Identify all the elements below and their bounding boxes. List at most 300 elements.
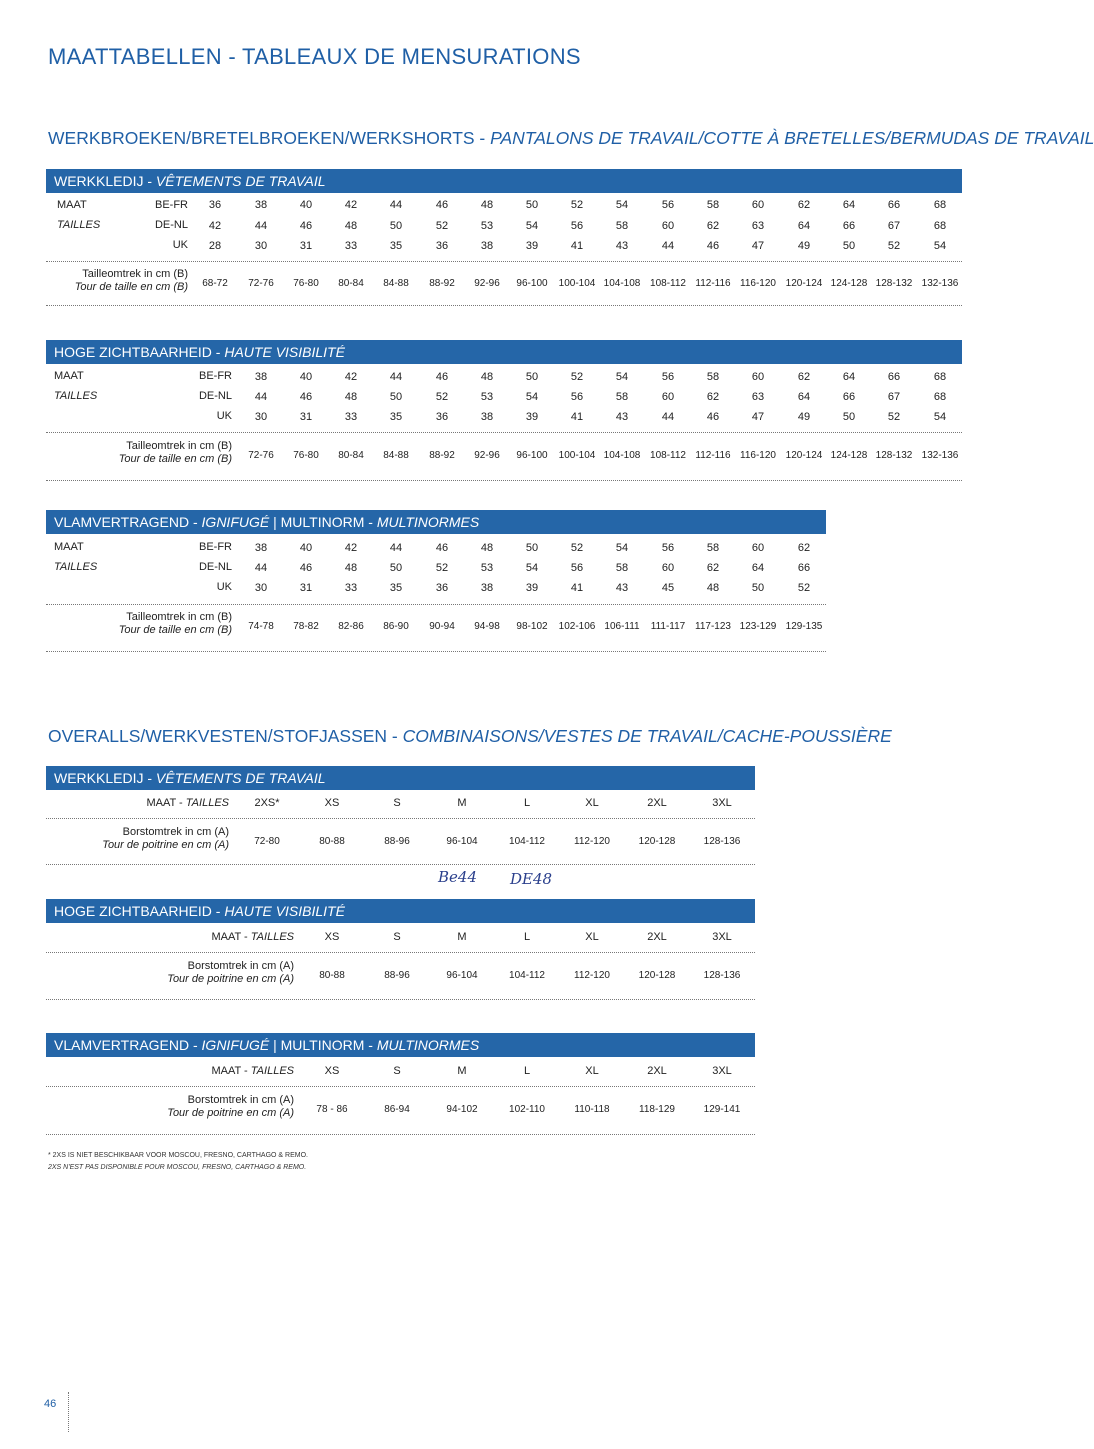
size-cell: 66 [887, 199, 901, 211]
size-cell: 28 [208, 240, 222, 252]
chest-label [59, 826, 229, 852]
waist-cell: 88-92 [429, 450, 455, 461]
size-cell: 58 [706, 199, 720, 211]
table-header-bar [46, 1033, 755, 1057]
size-cell: 58 [615, 220, 629, 232]
size-cell: 30 [254, 240, 268, 252]
row-divider [46, 261, 962, 262]
size-cell: 54 [615, 542, 629, 554]
waist-label [72, 440, 232, 466]
waist-label-fr: Tour de taille en cm (B) [74, 281, 188, 293]
size-cell: 63 [751, 391, 765, 403]
size-cell: 2XL [647, 797, 667, 809]
waist-cell: 88-92 [429, 278, 455, 289]
table-header-header-fr: HAUTE VISIBILITÉ [224, 903, 345, 919]
size-cell: 44 [389, 199, 403, 211]
size-cell: 62 [797, 542, 811, 554]
size-cell: 58 [615, 391, 629, 403]
size-cell: 53 [480, 391, 494, 403]
size-cell: 39 [525, 411, 539, 423]
size-cell: M [457, 931, 467, 943]
waist-cell: 112-116 [695, 450, 731, 461]
size-cell: 68 [933, 220, 947, 232]
size-cell: 50 [525, 542, 539, 554]
chest-cell: 86-94 [384, 1104, 410, 1115]
chest-cell: 88-96 [384, 836, 410, 847]
size-cell: 64 [842, 199, 856, 211]
size-cell: 50 [525, 199, 539, 211]
chest-label-fr: Tour de poitrine en cm (A) [167, 1107, 294, 1119]
waist-label-nl: Tailleomtrek in cm (B) [82, 268, 188, 280]
size-system-label: UK [216, 581, 232, 593]
row-divider [46, 1086, 755, 1087]
chest-label [124, 1094, 294, 1120]
size-cell: 47 [751, 411, 765, 423]
size-cell: 50 [842, 411, 856, 423]
size-cell: 3XL [712, 797, 732, 809]
waist-cell: 74-78 [248, 621, 274, 632]
waist-cell: 132-136 [921, 450, 959, 461]
size-cell: 68 [933, 371, 947, 383]
size-cell: 2XS* [254, 797, 280, 809]
table-header-header-nl2: MULTINORM - [280, 1037, 377, 1053]
size-cell: M [457, 797, 467, 809]
size-cell: 46 [299, 562, 313, 574]
size-system-label: UK [172, 239, 188, 251]
table-header-header-fr2: MULTINORMES [376, 514, 480, 530]
size-cell: 62 [706, 220, 720, 232]
chest-cell: 129-141 [703, 1104, 741, 1115]
waist-cell: 82-86 [338, 621, 364, 632]
size-cell: 41 [570, 411, 584, 423]
size-cell: 38 [480, 411, 494, 423]
chest-cell: 112-120 [574, 970, 610, 981]
size-cell: 2XL [647, 931, 667, 943]
size-cell: 58 [615, 562, 629, 574]
size-label-maat: MAAT [54, 370, 84, 382]
size-label-fr: TAILLES [250, 1065, 294, 1077]
chest-cell: 104-112 [509, 970, 545, 981]
size-cell: 48 [706, 582, 720, 594]
waist-cell: 72-76 [248, 450, 274, 461]
chest-cell: 88-96 [384, 970, 410, 981]
size-cell: 46 [435, 199, 449, 211]
size-cell: 63 [751, 220, 765, 232]
waist-cell: 108-112 [650, 450, 686, 461]
size-system-label: DE-NL [154, 219, 188, 231]
size-cell: 56 [570, 220, 584, 232]
size-cell: 38 [254, 371, 268, 383]
size-cell: 52 [435, 391, 449, 403]
chest-cell: 112-120 [574, 836, 610, 847]
size-cell: 62 [797, 199, 811, 211]
size-cell: 54 [525, 391, 539, 403]
waist-cell: 108-112 [650, 278, 686, 289]
chest-cell: 128-136 [703, 836, 741, 847]
chest-cell: 102-110 [509, 1104, 545, 1115]
table-header-header-nl: VLAMVERTRAGEND - [54, 514, 202, 530]
row-divider [46, 952, 755, 953]
waist-cell: 106-111 [604, 621, 640, 632]
size-cell: 33 [344, 411, 358, 423]
size-system-label: DE-NL [198, 390, 232, 402]
table-header-header-nl: HOGE ZICHTBAARHEID - [54, 344, 225, 360]
size-cell: 48 [344, 220, 358, 232]
size-cell: 46 [435, 371, 449, 383]
size-cell: 36 [435, 240, 449, 252]
size-cell: 64 [797, 391, 811, 403]
size-label-maat: MAAT [57, 199, 87, 211]
size-cell: 41 [570, 240, 584, 252]
size-cell: 60 [661, 391, 675, 403]
size-cell: XL [585, 1065, 599, 1077]
size-cell: 56 [570, 391, 584, 403]
size-cell: 46 [435, 542, 449, 554]
table-header-header-nl: HOGE ZICHTBAARHEID - [54, 903, 225, 919]
size-cell: 54 [525, 220, 539, 232]
size-cell: 66 [797, 562, 811, 574]
size-cell: 46 [706, 240, 720, 252]
chest-cell: 80-88 [319, 970, 345, 981]
size-cell: 68 [933, 391, 947, 403]
size-cell: 30 [254, 582, 268, 594]
size-cell: 42 [344, 199, 358, 211]
chest-cell: 118-129 [639, 1104, 675, 1115]
section-title-trousers [48, 128, 1094, 149]
waist-cell: 112-116 [695, 278, 731, 289]
waist-cell: 100-104 [558, 450, 596, 461]
chest-label-fr: Tour de poitrine en cm (A) [102, 839, 229, 851]
size-label-nl: MAAT - [211, 1065, 251, 1077]
waist-cell: 86-90 [383, 621, 409, 632]
size-label-tailles: TAILLES [54, 390, 98, 402]
size-label-fr: TAILLES [250, 931, 294, 943]
size-cell: 64 [751, 562, 765, 574]
table-header-header-nl2: MULTINORM - [280, 514, 377, 530]
size-cell: 52 [887, 240, 901, 252]
size-label-tailles: TAILLES [57, 219, 101, 231]
waist-cell: 80-84 [338, 278, 364, 289]
size-cell: 52 [887, 411, 901, 423]
size-cell: 40 [299, 542, 313, 554]
size-cell: 33 [344, 240, 358, 252]
size-cell: S [393, 931, 401, 943]
table-header-header-sep: | [269, 514, 281, 530]
page-number: 46 [44, 1398, 57, 1410]
size-cell: 52 [435, 562, 449, 574]
size-cell: 36 [435, 582, 449, 594]
size-cell: XS [324, 931, 340, 943]
chest-cell: 72-80 [254, 836, 280, 847]
size-cell: 43 [615, 411, 629, 423]
size-cell: 42 [344, 371, 358, 383]
size-cell: 44 [254, 220, 268, 232]
waist-cell: 68-72 [202, 278, 228, 289]
waist-cell: 100-104 [558, 278, 596, 289]
table-header-header-fr2: MULTINORMES [376, 1037, 480, 1053]
size-label-maat: MAAT [54, 541, 84, 553]
size-cell: 49 [797, 240, 811, 252]
size-cell: 53 [480, 562, 494, 574]
size-cell: L [523, 1065, 531, 1077]
waist-label-nl: Tailleomtrek in cm (B) [126, 611, 232, 623]
size-cell: 50 [389, 391, 403, 403]
size-cell: 56 [661, 542, 675, 554]
chest-label-nl: Borstomtrek in cm (A) [187, 960, 294, 972]
waist-cell: 80-84 [338, 450, 364, 461]
size-system-label: DE-NL [198, 561, 232, 573]
size-cell: XS [324, 797, 340, 809]
size-cell: 67 [887, 391, 901, 403]
row-divider [46, 864, 755, 865]
size-label [134, 1065, 294, 1077]
table-header-header-fr: VÊTEMENTS DE TRAVAIL [155, 173, 326, 189]
size-cell: 56 [661, 371, 675, 383]
waist-cell: 72-76 [248, 278, 274, 289]
size-cell: 60 [751, 199, 765, 211]
size-cell: 3XL [712, 1065, 732, 1077]
size-cell: 44 [661, 411, 675, 423]
size-cell: 44 [254, 391, 268, 403]
size-cell: 41 [570, 582, 584, 594]
table-header-header-fr: VÊTEMENTS DE TRAVAIL [155, 770, 326, 786]
size-cell: 53 [480, 220, 494, 232]
waist-cell: 78-82 [293, 621, 319, 632]
row-divider [46, 480, 962, 481]
chest-cell: 94-102 [446, 1104, 478, 1115]
size-cell: 54 [525, 562, 539, 574]
waist-cell: 116-120 [740, 450, 776, 461]
size-cell: XS [324, 1065, 340, 1077]
waist-cell: 76-80 [293, 278, 319, 289]
table-header-header-nl: WERKKLEDIJ - [54, 770, 156, 786]
row-divider [46, 305, 962, 306]
size-cell: L [523, 931, 531, 943]
size-cell: 48 [480, 199, 494, 211]
chest-cell: 120-128 [638, 970, 676, 981]
waist-label-fr: Tour de taille en cm (B) [118, 624, 232, 636]
row-divider [46, 818, 755, 819]
chest-cell: 96-104 [446, 970, 478, 981]
waist-label-nl: Tailleomtrek in cm (B) [126, 440, 232, 452]
table-header-bar [46, 169, 962, 193]
size-cell: 40 [299, 371, 313, 383]
waist-cell: 123-129 [739, 621, 777, 632]
size-cell: L [523, 797, 531, 809]
size-cell: 31 [299, 240, 313, 252]
size-cell: 64 [842, 371, 856, 383]
waist-cell: 76-80 [293, 450, 319, 461]
size-cell: 54 [933, 411, 947, 423]
size-cell: 62 [706, 391, 720, 403]
waist-label [72, 611, 232, 637]
waist-cell: 102-106 [558, 621, 596, 632]
size-cell: 60 [751, 371, 765, 383]
size-cell: 43 [615, 582, 629, 594]
chest-label [124, 960, 294, 986]
size-cell: 50 [751, 582, 765, 594]
waist-cell: 116-120 [740, 278, 776, 289]
size-cell: 31 [299, 582, 313, 594]
size-cell: 52 [797, 582, 811, 594]
size-cell: 38 [480, 582, 494, 594]
size-cell: 52 [570, 542, 584, 554]
size-cell: 35 [389, 582, 403, 594]
size-cell: XL [585, 931, 599, 943]
handwritten-note-be: Be44 [438, 868, 477, 886]
size-cell: 56 [661, 199, 675, 211]
chest-label-nl: Borstomtrek in cm (A) [187, 1094, 294, 1106]
row-divider [46, 432, 962, 433]
size-cell: S [393, 1065, 401, 1077]
size-cell: 54 [933, 240, 947, 252]
waist-cell: 104-108 [603, 278, 641, 289]
size-cell: 49 [797, 411, 811, 423]
size-cell: 38 [480, 240, 494, 252]
size-cell: 46 [299, 220, 313, 232]
size-cell: 60 [661, 562, 675, 574]
size-cell: 52 [435, 220, 449, 232]
size-label [69, 797, 229, 809]
size-cell: 47 [751, 240, 765, 252]
size-cell: 39 [525, 582, 539, 594]
chest-cell: 80-88 [319, 836, 345, 847]
size-cell: 50 [842, 240, 856, 252]
size-system-label: BE-FR [199, 370, 232, 382]
chest-cell: 128-136 [703, 970, 741, 981]
size-cell: S [393, 797, 401, 809]
size-cell: 54 [615, 371, 629, 383]
row-divider [46, 1134, 755, 1135]
size-cell: 44 [389, 371, 403, 383]
waist-cell: 84-88 [383, 278, 409, 289]
handwritten-note-de: DE48 [510, 870, 553, 888]
size-cell: 39 [525, 240, 539, 252]
size-cell: 33 [344, 582, 358, 594]
chest-label-nl: Borstomtrek in cm (A) [122, 826, 229, 838]
size-cell: 52 [570, 371, 584, 383]
footnote [48, 1150, 308, 1174]
size-cell: 56 [570, 562, 584, 574]
table-header-header-fr: IGNIFUGÉ [201, 1037, 270, 1053]
waist-cell: 117-123 [695, 621, 731, 632]
waist-cell: 120-124 [785, 278, 823, 289]
size-cell: 64 [797, 220, 811, 232]
size-cell: 50 [525, 371, 539, 383]
size-cell: 3XL [712, 931, 732, 943]
section-title-overalls [48, 726, 892, 747]
waist-cell: 96-100 [516, 450, 548, 461]
size-cell: 66 [887, 371, 901, 383]
waist-cell: 104-108 [603, 450, 641, 461]
table-header-header-sep: | [269, 1037, 281, 1053]
size-cell: 46 [299, 391, 313, 403]
size-cell: 60 [661, 220, 675, 232]
waist-cell: 124-128 [830, 450, 868, 461]
table-header-header-nl: WERKKLEDIJ - [54, 173, 156, 189]
waist-cell: 92-96 [474, 450, 500, 461]
footnote-nl: * 2XS IS NIET BESCHIKBAAR VOOR MOSCOU, FRESNO, CARTHAGO & REMO. [48, 1152, 308, 1159]
size-cell: 44 [254, 562, 268, 574]
waist-cell: 120-124 [785, 450, 823, 461]
chest-label-fr: Tour de poitrine en cm (A) [167, 973, 294, 985]
size-cell: 46 [706, 411, 720, 423]
table-header-header-fr: HAUTE VISIBILITÉ [224, 344, 345, 360]
size-cell: 48 [344, 391, 358, 403]
waist-cell: 94-98 [474, 621, 500, 632]
size-cell: 30 [254, 411, 268, 423]
row-divider [46, 651, 826, 652]
section-title-fr: PANTALONS DE TRAVAIL/COTTE À BRETELLES/BERMUDAS DE TRAVAIL [490, 128, 1094, 148]
size-cell: 60 [751, 542, 765, 554]
size-cell: 50 [389, 220, 403, 232]
size-system-label: BE-FR [155, 199, 188, 211]
size-cell: 50 [389, 562, 403, 574]
size-label [134, 931, 294, 943]
row-divider [46, 604, 826, 605]
chest-cell: 104-112 [509, 836, 545, 847]
size-cell: 35 [389, 411, 403, 423]
size-cell: 43 [615, 240, 629, 252]
size-cell: 52 [570, 199, 584, 211]
chest-cell: 96-104 [446, 836, 478, 847]
size-cell: 68 [933, 199, 947, 211]
table-header-header-nl: VLAMVERTRAGEND - [54, 1037, 202, 1053]
size-cell: 48 [480, 542, 494, 554]
size-label-tailles: TAILLES [54, 561, 98, 573]
waist-cell: 92-96 [474, 278, 500, 289]
waist-cell: 90-94 [429, 621, 455, 632]
table-header-header-fr: IGNIFUGÉ [201, 514, 270, 530]
waist-label [28, 268, 188, 294]
size-cell: 44 [661, 240, 675, 252]
page-title: MAATTABELLEN - TABLEAUX DE MENSURATIONS [48, 44, 581, 69]
size-cell: 58 [706, 371, 720, 383]
waist-cell: 132-136 [921, 278, 959, 289]
page-number-divider [68, 1392, 69, 1432]
size-cell: 36 [435, 411, 449, 423]
size-cell: 66 [842, 391, 856, 403]
size-system-label: BE-FR [199, 541, 232, 553]
size-label-nl: MAAT - [146, 797, 186, 809]
section-title-nl: OVERALLS/WERKVESTEN/STOFJASSEN - [48, 726, 403, 746]
table-header-bar [46, 340, 962, 364]
size-cell: 48 [344, 562, 358, 574]
chest-cell: 110-118 [574, 1104, 610, 1115]
table-header-bar [46, 510, 826, 534]
size-cell: M [457, 1065, 467, 1077]
size-cell: 38 [254, 199, 268, 211]
size-cell: 58 [706, 542, 720, 554]
section-title-nl: WERKBROEKEN/BRETELBROEKEN/WERKSHORTS - [48, 128, 491, 148]
size-cell: 38 [254, 542, 268, 554]
size-cell: 66 [842, 220, 856, 232]
waist-cell: 96-100 [516, 278, 548, 289]
size-label-fr: TAILLES [185, 797, 229, 809]
size-cell: 62 [706, 562, 720, 574]
size-cell: XL [585, 797, 599, 809]
size-cell: 40 [299, 199, 313, 211]
footnote-fr: 2XS N'EST PAS DISPONIBLE POUR MOSCOU, FRESNO, CARTHAGO & REMO. [48, 1164, 307, 1171]
size-cell: 62 [797, 371, 811, 383]
chest-cell: 78 - 86 [316, 1104, 348, 1115]
size-cell: 31 [299, 411, 313, 423]
size-cell: 54 [615, 199, 629, 211]
waist-cell: 129-135 [785, 621, 823, 632]
size-label-nl: MAAT - [211, 931, 251, 943]
table-header-bar [46, 899, 755, 923]
waist-label-fr: Tour de taille en cm (B) [118, 453, 232, 465]
